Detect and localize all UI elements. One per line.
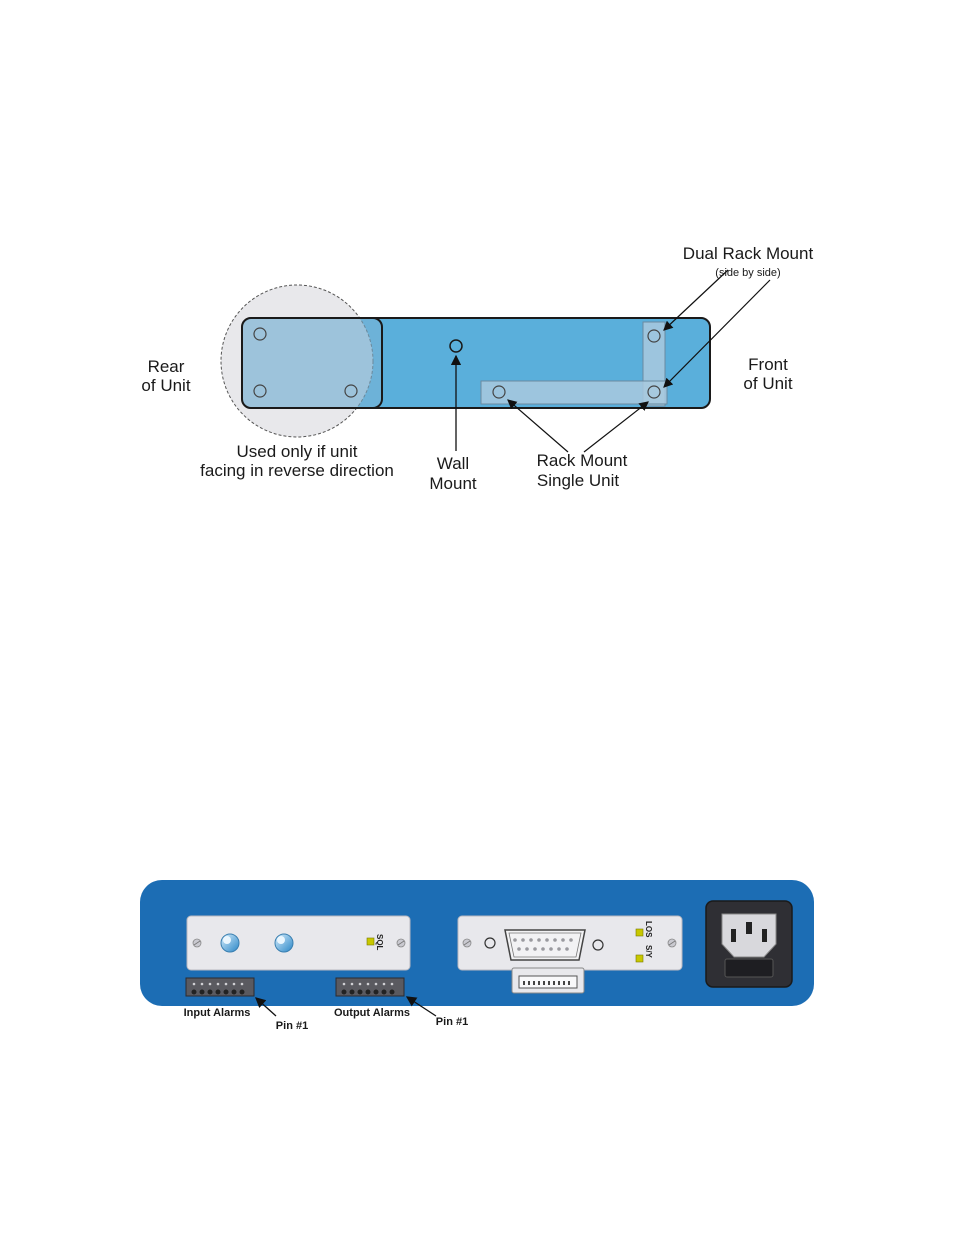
db15-connector[interactable] bbox=[505, 930, 585, 960]
ribbon-connector[interactable] bbox=[512, 968, 584, 993]
input-alarms-terminal[interactable] bbox=[186, 978, 254, 996]
power-inlet[interactable] bbox=[706, 901, 792, 987]
mounting-diagram bbox=[141, 244, 813, 493]
sy-label: S/Y bbox=[644, 945, 653, 958]
pin1-label-output: Pin #1 bbox=[435, 1016, 469, 1028]
sql-label: SQL bbox=[375, 934, 384, 951]
wall-label-1: Wall bbox=[436, 454, 470, 473]
dual-rack-title: Dual Rack Mount bbox=[682, 244, 814, 263]
knob-1[interactable] bbox=[221, 934, 239, 952]
rear-panel bbox=[140, 880, 814, 1032]
sql-led bbox=[367, 938, 374, 945]
pin1-label-input: Pin #1 bbox=[275, 1020, 309, 1032]
output-alarms-label: Output Alarms bbox=[334, 1007, 410, 1019]
reverse-label-2: facing in reverse direction bbox=[200, 461, 394, 480]
rear-label-1: Rear bbox=[147, 357, 185, 376]
front-label-2: of Unit bbox=[743, 374, 793, 393]
rear-label-2: of Unit bbox=[141, 376, 191, 395]
output-alarms-terminal[interactable] bbox=[336, 978, 404, 996]
single-label-2: Single Unit bbox=[536, 471, 620, 490]
single-label-1: Rack Mount bbox=[536, 451, 628, 470]
unit-body-rear-outline bbox=[242, 318, 382, 408]
dual-rack-sub: (side by side) bbox=[715, 267, 781, 279]
reverse-label-1: Used only if unit bbox=[236, 442, 358, 461]
wall-label-2: Mount bbox=[429, 474, 477, 493]
los-led bbox=[636, 929, 643, 936]
sy-led bbox=[636, 955, 643, 962]
input-alarms-label: Input Alarms bbox=[183, 1007, 251, 1019]
front-label-1: Front bbox=[748, 355, 788, 374]
knob-2[interactable] bbox=[275, 934, 293, 952]
single-arrow-2 bbox=[584, 402, 648, 452]
los-label: LOS bbox=[644, 921, 653, 938]
